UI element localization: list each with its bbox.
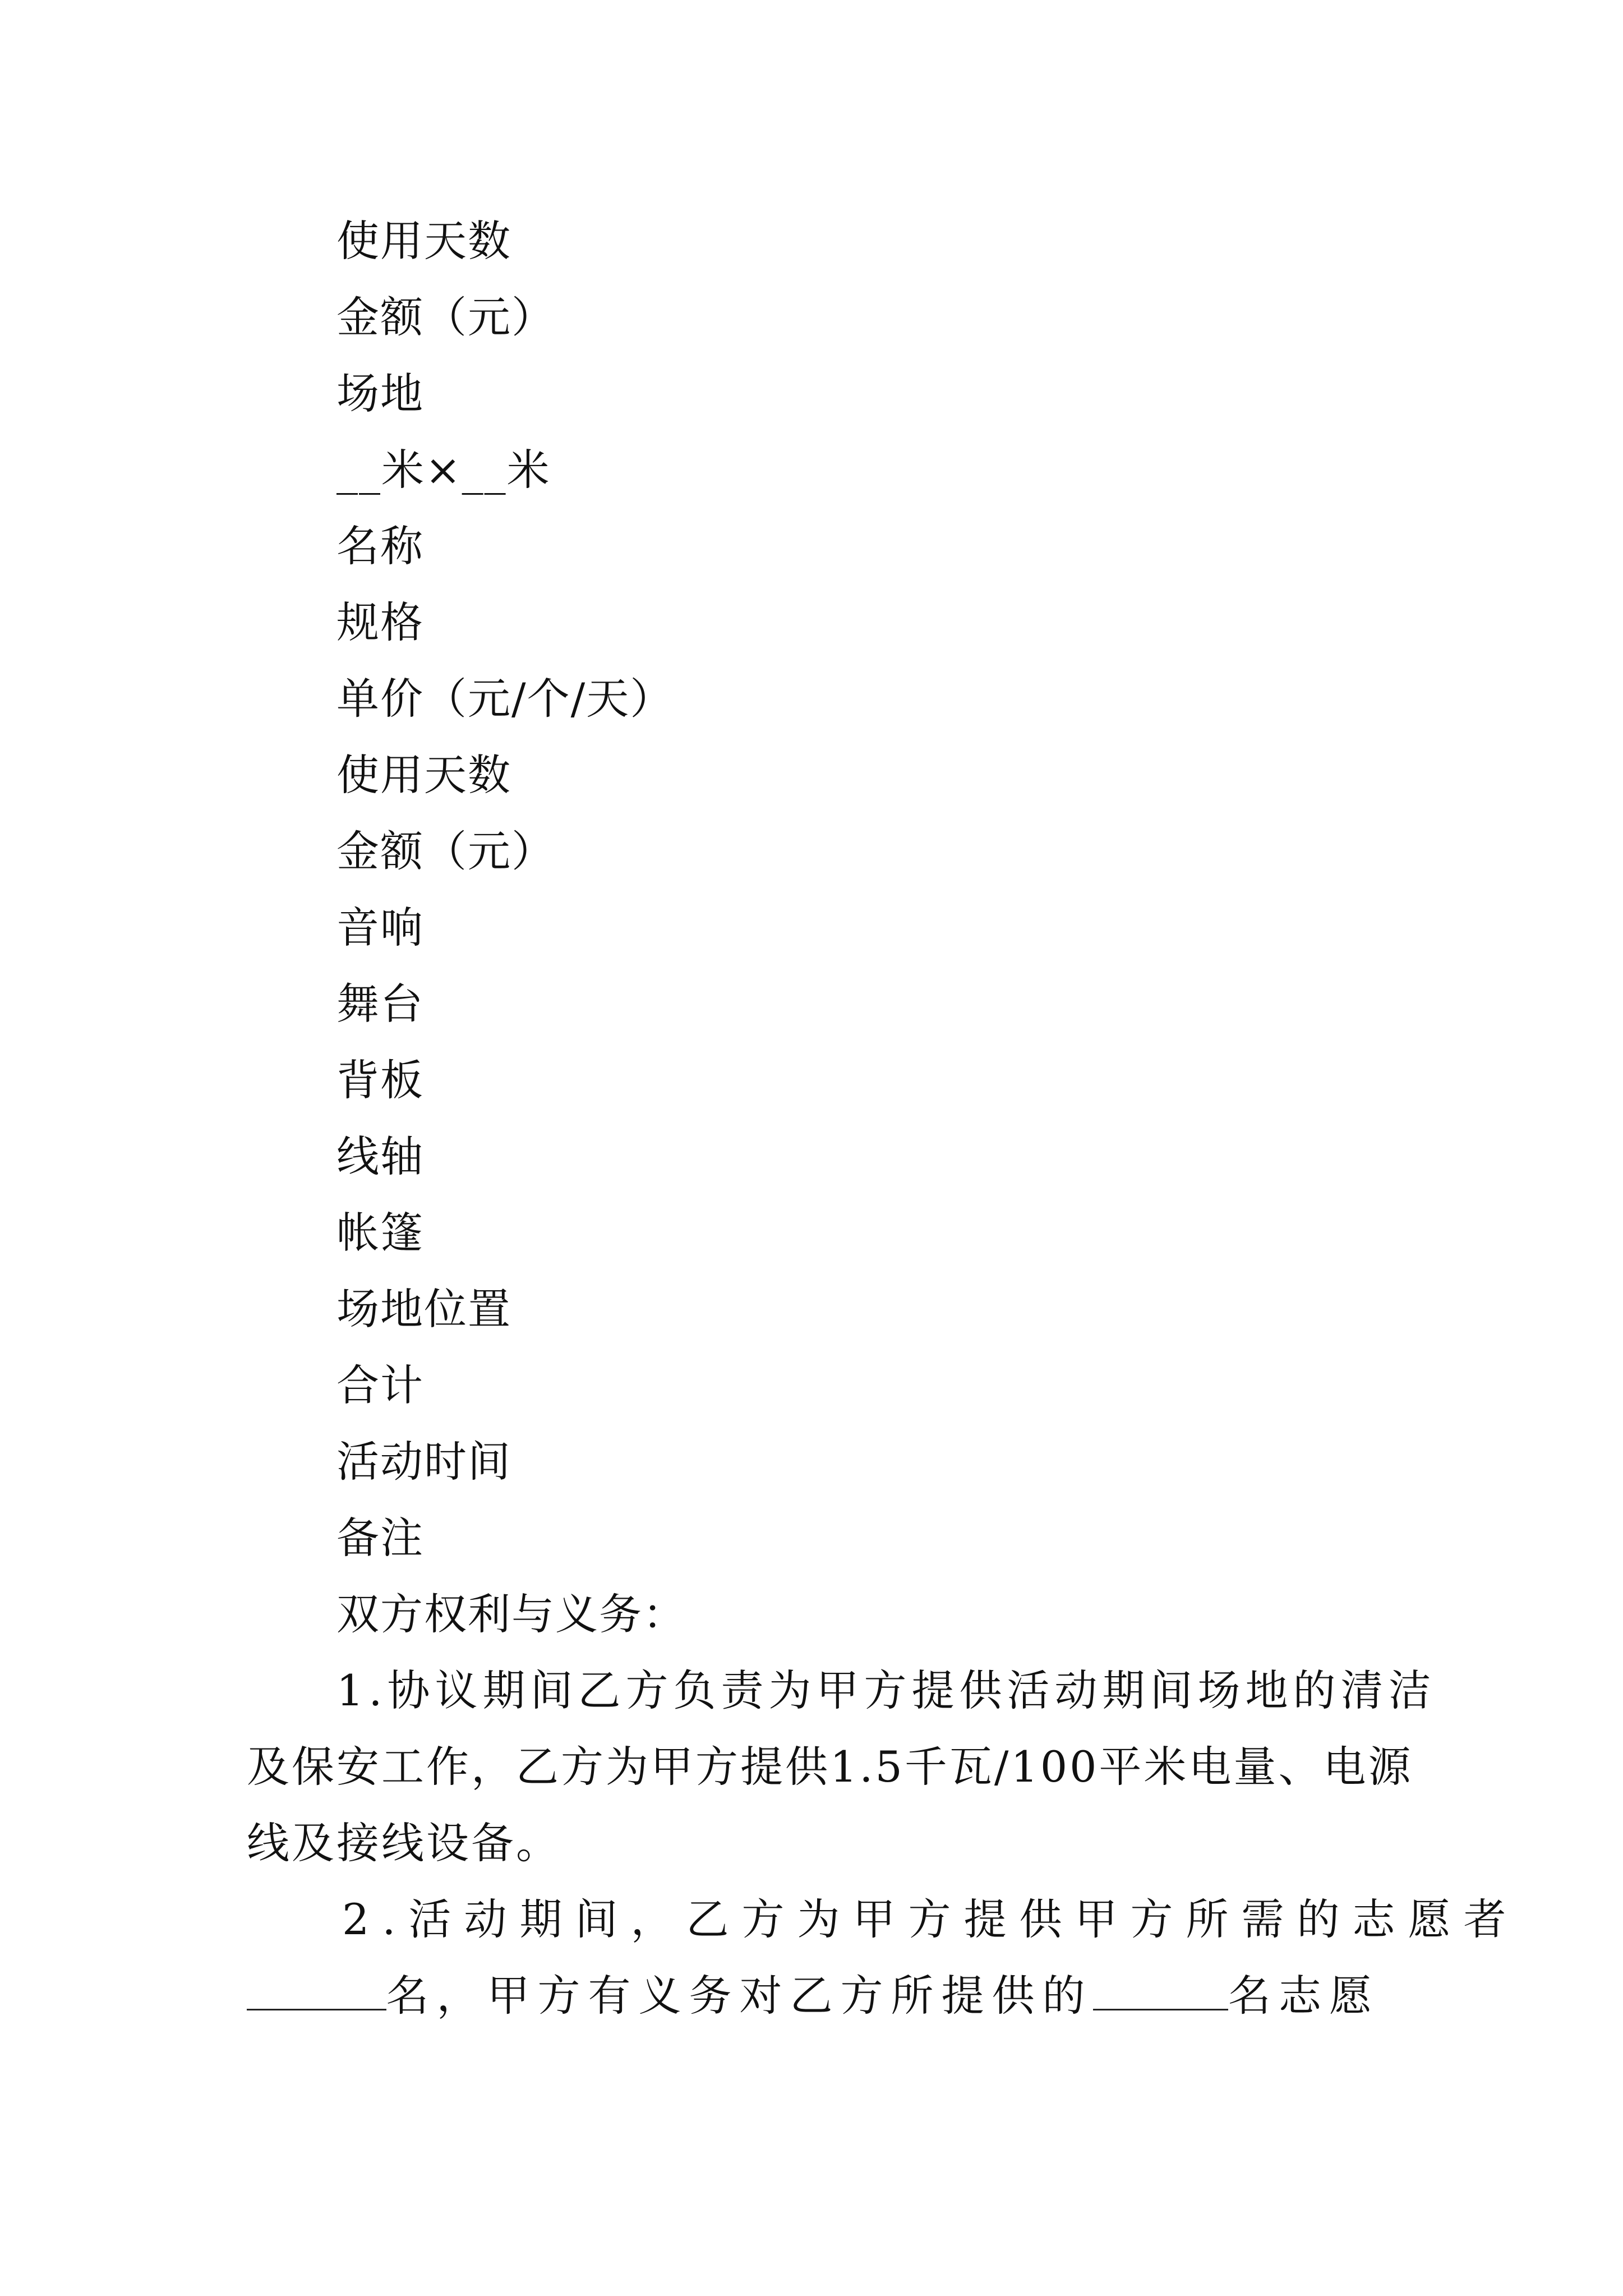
list-item: 帐篷 bbox=[336, 1208, 424, 1258]
clause-1 bbox=[247, 1664, 1436, 1888]
list-item: 使用天数 bbox=[336, 216, 511, 266]
clause-1-text-2: 及保安工作，乙方为甲方提供1.5千瓦/100平米电量、电源 bbox=[247, 1742, 1413, 1792]
section-heading: 双方权利与义务： bbox=[336, 1589, 686, 1639]
list-item: 单价（元/个/天） bbox=[336, 674, 674, 724]
clause-1-text-3: 线及接线设备。 bbox=[247, 1818, 561, 1868]
blank-field bbox=[1093, 2009, 1228, 2010]
list-item: __米×__米 bbox=[336, 445, 551, 495]
clause-2-line-2 bbox=[247, 1969, 1380, 2023]
list-item: 金额（元） bbox=[336, 826, 555, 876]
list-item: 场地 bbox=[336, 369, 424, 418]
list-item: 合计 bbox=[336, 1360, 424, 1410]
clause-1-line-3 bbox=[247, 1816, 1380, 1870]
list-item: 使用天数 bbox=[336, 750, 511, 800]
list-item: 金额（元） bbox=[336, 292, 555, 342]
list-item: 活动时间 bbox=[336, 1437, 511, 1487]
clause-1-line-1 bbox=[247, 1664, 1436, 1718]
list-item: 场地位置 bbox=[336, 1284, 511, 1334]
blank-field bbox=[247, 2009, 386, 2010]
clause-2-text-2b: 名志愿 bbox=[1228, 1971, 1380, 2021]
list-item: 线轴 bbox=[336, 1131, 424, 1181]
clause-1-text-1: 1.协议期间乙方负责为甲方提供活动期间场地的清洁 bbox=[336, 1665, 1436, 1715]
list-item: 规格 bbox=[336, 597, 424, 647]
list-item: 背板 bbox=[336, 1055, 424, 1105]
list-item: 名称 bbox=[336, 521, 424, 571]
clause-1-line-2 bbox=[247, 1740, 1413, 1794]
list-item: 备注 bbox=[336, 1513, 424, 1563]
clause-2 bbox=[247, 1893, 1519, 2039]
list-item: 音响 bbox=[336, 903, 424, 953]
clause-2-text-1: 2.活动期间，乙方为甲方提供甲方所需的志愿者 bbox=[342, 1894, 1519, 1944]
list-item: 舞台 bbox=[336, 979, 424, 1029]
clause-2-line-1 bbox=[247, 1893, 1519, 1947]
clause-2-text-2a: 名，甲方有义务对乙方所提供的 bbox=[386, 1971, 1093, 2021]
